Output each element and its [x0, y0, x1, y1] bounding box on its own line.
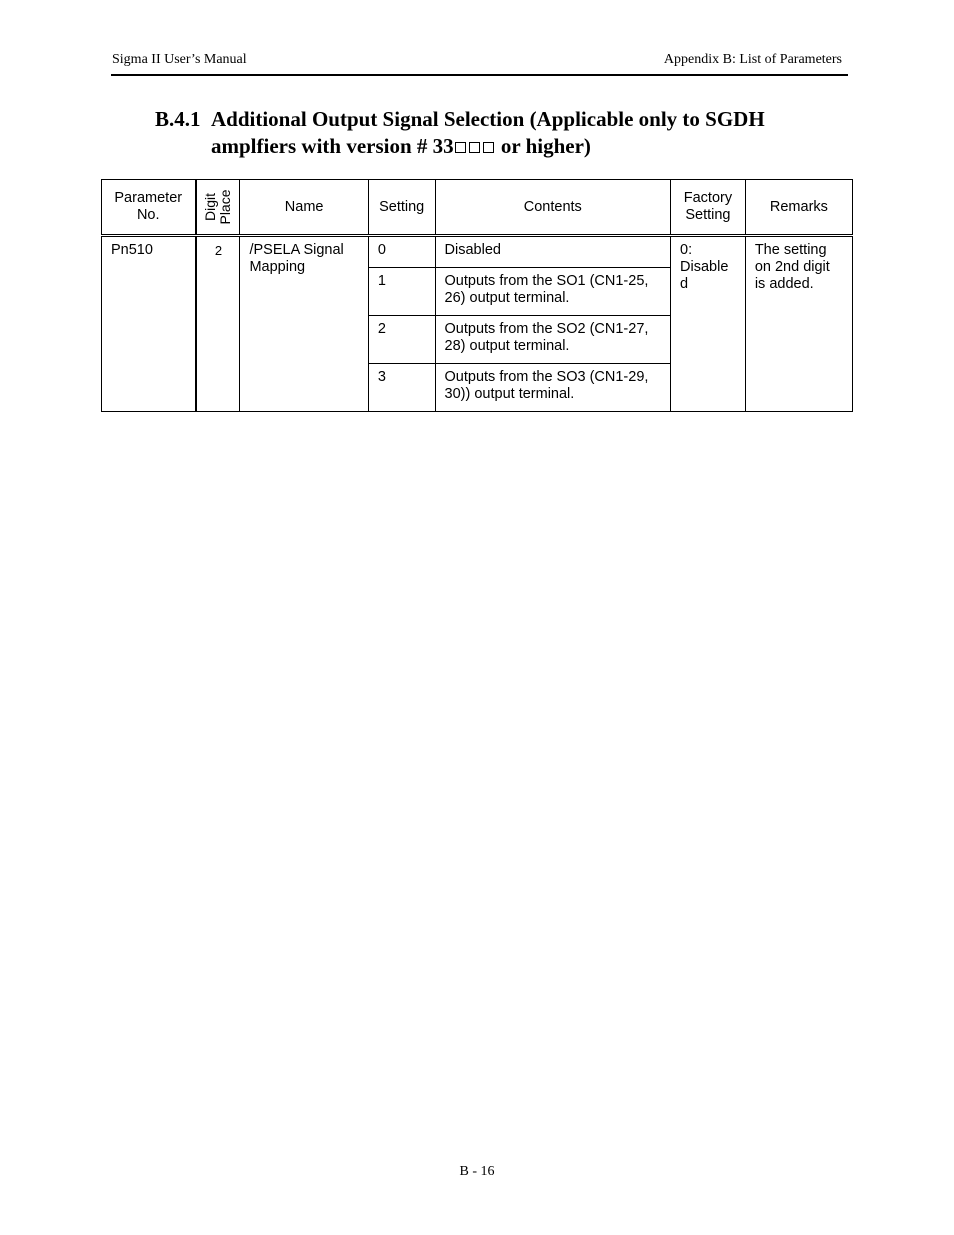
header-rule	[111, 74, 848, 76]
parameter-table	[101, 179, 853, 412]
running-header-left: Sigma II User’s Manual	[112, 52, 247, 67]
placeholder-box-icon	[483, 142, 494, 153]
header-parameter-no: Parameter No.	[102, 180, 196, 236]
cell-contents: Outputs from the SO3 (CN1-29, 30)) output terminal.	[435, 364, 671, 412]
cell-setting: 2	[368, 316, 435, 364]
cell-factory-setting: 0: Disable d	[671, 236, 746, 412]
cell-setting: 3	[368, 364, 435, 412]
header-contents: Contents	[435, 180, 671, 236]
cell-setting: 0	[368, 236, 435, 268]
table-row	[102, 236, 853, 268]
header-digit-place	[196, 180, 240, 236]
section-number: B.4.1	[155, 107, 201, 131]
table-header-row	[102, 180, 853, 236]
header-name: Name	[240, 180, 368, 236]
section-title-line1: Additional Output Signal Selection (Applicable only to SGDH	[211, 107, 765, 131]
running-header-right: Appendix B: List of Parameters	[663, 52, 842, 67]
cell-contents: Outputs from the SO1 (CN1-25, 26) output terminal.	[435, 268, 671, 316]
placeholder-box-icon	[455, 142, 466, 153]
header-factory-setting: Factory Setting	[671, 180, 746, 236]
section-title-line2	[155, 133, 855, 160]
placeholder-box-icon	[469, 142, 480, 153]
cell-parameter-no: Pn510	[102, 236, 196, 412]
header-setting: Setting	[368, 180, 435, 236]
section-title-line2-post: or higher)	[495, 134, 591, 158]
header-remarks: Remarks	[745, 180, 852, 236]
cell-setting: 1	[368, 268, 435, 316]
header-digit-place-label: Digit Place	[201, 189, 233, 225]
cell-contents: Outputs from the SO2 (CN1-27, 28) output terminal.	[435, 316, 671, 364]
section-title-line2-pre: amplfiers with version # 33	[211, 134, 454, 158]
section-title	[155, 106, 855, 160]
cell-name: /PSELA Signal Mapping	[240, 236, 368, 412]
cell-digit-place: 2	[196, 236, 240, 412]
cell-contents: Disabled	[435, 236, 671, 268]
page-number: B - 16	[459, 1164, 495, 1179]
cell-remarks: The setting on 2nd digit is added.	[745, 236, 852, 412]
